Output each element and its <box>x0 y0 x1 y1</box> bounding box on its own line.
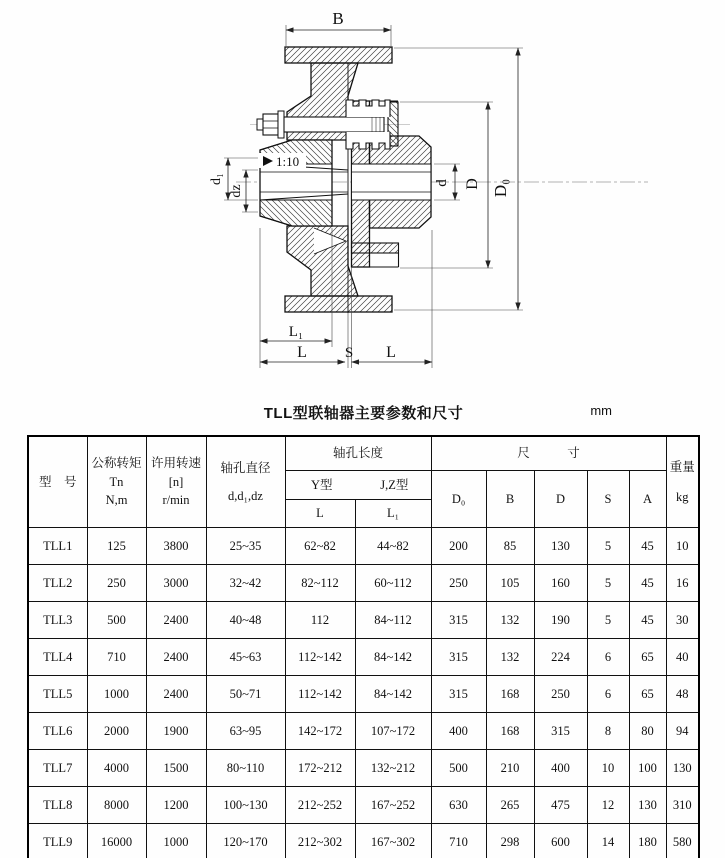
value-cell: 400 <box>431 713 486 750</box>
value-cell: 63~95 <box>206 713 285 750</box>
value-cell: 48 <box>666 676 699 713</box>
value-cell: 5 <box>587 528 629 565</box>
value-cell: 224 <box>534 639 587 676</box>
dim-label-d0: D₀ <box>491 178 510 198</box>
table-row <box>28 565 699 602</box>
header-col-b: B <box>486 471 534 528</box>
unit-label: mm <box>590 403 612 418</box>
header-torque <box>87 436 146 528</box>
header-torque-cn: 公称转矩 <box>91 455 142 470</box>
header-torque-sym: Tn <box>109 474 124 489</box>
value-cell: 310 <box>666 787 699 824</box>
header-jz-type: J,Z型 <box>380 477 409 492</box>
table-body <box>28 528 699 858</box>
value-cell: 1900 <box>146 713 206 750</box>
header-bore-diameter-cn: 轴孔直径 <box>220 460 271 475</box>
value-cell: 630 <box>431 787 486 824</box>
value-cell: 130 <box>534 528 587 565</box>
value-cell: 1000 <box>146 824 206 858</box>
model-cell: TLL9 <box>28 824 87 858</box>
value-cell: 45 <box>629 602 666 639</box>
value-cell: 112 <box>285 602 355 639</box>
title-row <box>27 402 700 424</box>
value-cell: 160 <box>534 565 587 602</box>
dim-label-s: S <box>344 345 354 361</box>
coupling-drawing <box>0 0 725 392</box>
model-cell: TLL7 <box>28 750 87 787</box>
value-cell: 1200 <box>146 787 206 824</box>
value-cell: 172~212 <box>285 750 355 787</box>
value-cell: 5 <box>587 602 629 639</box>
value-cell: 50~71 <box>206 676 285 713</box>
model-cell: TLL2 <box>28 565 87 602</box>
dim-label-l-left: L <box>297 344 307 361</box>
value-cell: 710 <box>87 639 146 676</box>
value-cell: 16 <box>666 565 699 602</box>
table-row <box>28 824 699 858</box>
value-cell: 212~252 <box>285 787 355 824</box>
dim-label-l-right: L <box>386 344 396 361</box>
model-cell: TLL5 <box>28 676 87 713</box>
header-bore-length: 轴孔长度 <box>285 436 431 471</box>
value-cell: 168 <box>486 713 534 750</box>
header-weight <box>666 436 699 528</box>
header-col-d: D <box>534 471 587 528</box>
dim-label-d: d <box>434 179 450 187</box>
value-cell: 80 <box>629 713 666 750</box>
value-cell: 107~172 <box>355 713 431 750</box>
value-cell: 40~48 <box>206 602 285 639</box>
value-cell: 2000 <box>87 713 146 750</box>
value-cell: 142~172 <box>285 713 355 750</box>
value-cell: 8000 <box>87 787 146 824</box>
header-model: 型 号 <box>28 436 87 528</box>
parameter-table <box>27 435 700 858</box>
model-cell: TLL8 <box>28 787 87 824</box>
table-row <box>28 528 699 565</box>
value-cell: 65 <box>629 676 666 713</box>
table-row <box>28 750 699 787</box>
value-cell: 315 <box>534 713 587 750</box>
value-cell: 62~82 <box>285 528 355 565</box>
value-cell: 4000 <box>87 750 146 787</box>
header-weight-unit: kg <box>676 490 689 504</box>
header-bore-diameter-sym: d,d₁,dz <box>228 488 263 503</box>
value-cell: 94 <box>666 713 699 750</box>
dim-label-l1: L₁ <box>288 324 304 340</box>
value-cell: 1000 <box>87 676 146 713</box>
value-cell: 167~302 <box>355 824 431 858</box>
value-cell: 3800 <box>146 528 206 565</box>
value-cell: 475 <box>534 787 587 824</box>
value-cell: 30 <box>666 602 699 639</box>
header-y-type: Y型 <box>310 477 333 492</box>
value-cell: 250 <box>534 676 587 713</box>
value-cell: 298 <box>486 824 534 858</box>
value-cell: 130 <box>666 750 699 787</box>
value-cell: 16000 <box>87 824 146 858</box>
value-cell: 100 <box>629 750 666 787</box>
model-cell: TLL3 <box>28 602 87 639</box>
model-cell: TLL1 <box>28 528 87 565</box>
value-cell: 10 <box>587 750 629 787</box>
value-cell: 85 <box>486 528 534 565</box>
value-cell: 2400 <box>146 639 206 676</box>
value-cell: 210 <box>486 750 534 787</box>
value-cell: 44~82 <box>355 528 431 565</box>
value-cell: 315 <box>431 639 486 676</box>
value-cell: 580 <box>666 824 699 858</box>
value-cell: 40 <box>666 639 699 676</box>
value-cell: 132~212 <box>355 750 431 787</box>
table-row <box>28 639 699 676</box>
value-cell: 45~63 <box>206 639 285 676</box>
value-cell: 130 <box>629 787 666 824</box>
dim-label-d-cap: D <box>464 178 481 190</box>
value-cell: 132 <box>486 602 534 639</box>
table-title: TLL型联轴器主要参数和尺寸 <box>263 405 464 422</box>
value-cell: 12 <box>587 787 629 824</box>
value-cell: 105 <box>486 565 534 602</box>
value-cell: 65 <box>629 639 666 676</box>
header-bore-diameter <box>206 436 285 528</box>
value-cell: 80~110 <box>206 750 285 787</box>
value-cell: 112~142 <box>285 639 355 676</box>
value-cell: 710 <box>431 824 486 858</box>
value-cell: 2400 <box>146 602 206 639</box>
value-cell: 84~142 <box>355 639 431 676</box>
value-cell: 200 <box>431 528 486 565</box>
value-cell: 500 <box>87 602 146 639</box>
model-cell: TLL6 <box>28 713 87 750</box>
value-cell: 180 <box>629 824 666 858</box>
value-cell: 100~130 <box>206 787 285 824</box>
dim-label-b: B <box>332 9 344 28</box>
header-col-d0: D₀ <box>431 471 486 528</box>
value-cell: 600 <box>534 824 587 858</box>
header-weight-cn: 重量 <box>669 459 695 474</box>
value-cell: 6 <box>587 639 629 676</box>
value-cell: 45 <box>629 528 666 565</box>
header-speed <box>146 436 206 528</box>
value-cell: 315 <box>431 602 486 639</box>
header-speed-unit: r/min <box>162 493 190 508</box>
value-cell: 25~35 <box>206 528 285 565</box>
taper-label: 1:10 <box>276 154 300 169</box>
table-row <box>28 602 699 639</box>
value-cell: 168 <box>486 676 534 713</box>
coupling-drawing-area <box>0 0 725 392</box>
value-cell: 5 <box>587 565 629 602</box>
dim-label-dz: dz <box>229 184 244 198</box>
value-cell: 250 <box>87 565 146 602</box>
value-cell: 250 <box>431 565 486 602</box>
value-cell: 45 <box>629 565 666 602</box>
header-torque-unit: N,m <box>105 493 128 508</box>
value-cell: 3000 <box>146 565 206 602</box>
value-cell: 125 <box>87 528 146 565</box>
value-cell: 265 <box>486 787 534 824</box>
value-cell: 32~42 <box>206 565 285 602</box>
value-cell: 212~302 <box>285 824 355 858</box>
table-row <box>28 676 699 713</box>
header-col-s: S <box>587 471 629 528</box>
value-cell: 500 <box>431 750 486 787</box>
value-cell: 2400 <box>146 676 206 713</box>
value-cell: 1500 <box>146 750 206 787</box>
header-col-l: L <box>285 500 355 528</box>
value-cell: 8 <box>587 713 629 750</box>
header-type-row <box>285 471 431 500</box>
dim-label-d1: d₁ <box>209 173 224 185</box>
header-speed-sym: [n] <box>168 474 184 489</box>
value-cell: 112~142 <box>285 676 355 713</box>
header-speed-cn: 许用转速 <box>150 455 201 470</box>
value-cell: 84~142 <box>355 676 431 713</box>
value-cell: 6 <box>587 676 629 713</box>
value-cell: 120~170 <box>206 824 285 858</box>
model-cell: TLL4 <box>28 639 87 676</box>
value-cell: 190 <box>534 602 587 639</box>
value-cell: 10 <box>666 528 699 565</box>
value-cell: 400 <box>534 750 587 787</box>
value-cell: 14 <box>587 824 629 858</box>
header-dimensions: 尺 寸 <box>431 436 666 471</box>
left-hub-section <box>260 140 348 226</box>
header-col-l1: L₁ <box>355 500 431 528</box>
value-cell: 60~112 <box>355 565 431 602</box>
header-col-a: A <box>629 471 666 528</box>
value-cell: 132 <box>486 639 534 676</box>
value-cell: 82~112 <box>285 565 355 602</box>
value-cell: 167~252 <box>355 787 431 824</box>
value-cell: 315 <box>431 676 486 713</box>
value-cell: 84~112 <box>355 602 431 639</box>
table-row <box>28 787 699 824</box>
table-row <box>28 713 699 750</box>
